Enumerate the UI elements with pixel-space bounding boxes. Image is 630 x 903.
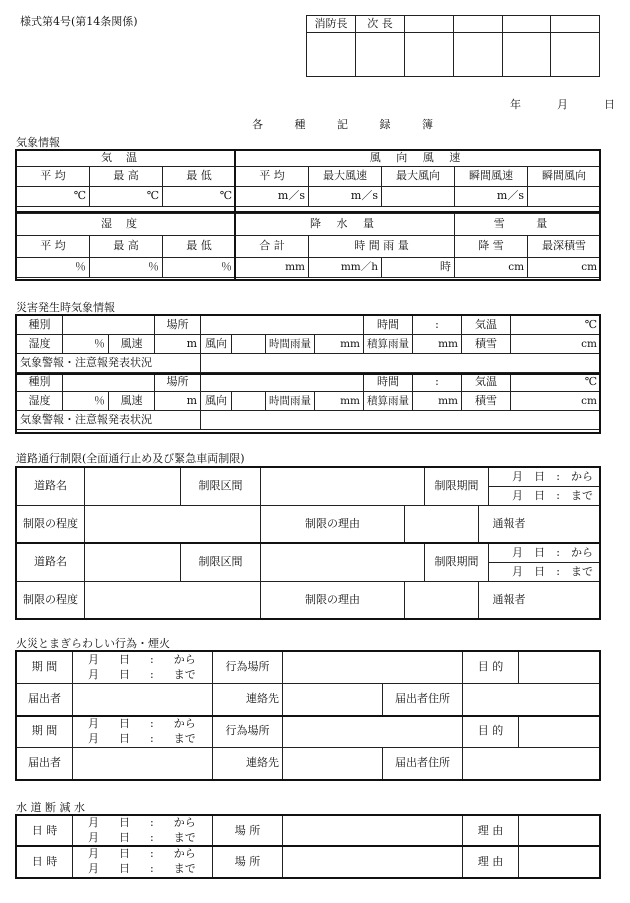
fire-contact-value[interactable] <box>283 684 383 716</box>
month-label: 月 <box>512 488 524 502</box>
wind-inst-speed-label: 瞬間風速 <box>455 167 528 187</box>
disaster-divider <box>15 373 601 375</box>
disaster-wind-dir-label: 風向 <box>201 392 232 411</box>
wind-avg-label: 平 均 <box>236 167 309 187</box>
disaster-hourly-rain-unit[interactable]: mm <box>315 335 364 354</box>
to-label: まで <box>571 564 594 578</box>
rain-hourly-unit[interactable]: mm／h <box>309 258 382 278</box>
disaster-temp-unit[interactable]: ℃ <box>511 373 601 392</box>
section-weather-title: 気象情報 <box>16 136 60 149</box>
disaster-time-label: 時間 <box>364 373 413 392</box>
section-road-title: 道路通行制限(全面通行止め及び緊急車両制限) <box>16 452 245 465</box>
wind-inst-unit[interactable]: m／s <box>455 187 528 207</box>
stamp-box[interactable] <box>405 33 454 77</box>
fire-period-value[interactable] <box>73 652 213 684</box>
road-section-value[interactable] <box>261 544 425 582</box>
approval-blank[interactable] <box>405 16 454 33</box>
colon: : <box>556 564 560 578</box>
to-label: まで <box>571 488 594 502</box>
fire-purpose-value[interactable] <box>519 716 601 748</box>
water-datetime-value[interactable] <box>73 816 213 847</box>
disaster-wind-dir-value[interactable] <box>232 392 266 411</box>
fire-period-value[interactable] <box>73 716 213 748</box>
road-degree-label: 制限の程度 <box>17 582 85 620</box>
month-label: 月 <box>88 831 99 844</box>
fire-purpose-value[interactable] <box>519 652 601 684</box>
road-period-label: 制限期間 <box>425 544 489 582</box>
section-fire-title: 火災とまぎらわしい行為・煙火 <box>16 637 170 650</box>
water-datetime-label: 日 時 <box>17 816 73 847</box>
fire-contact-label: 連絡先 <box>213 748 283 780</box>
disaster-type-value[interactable] <box>63 316 155 335</box>
disaster-hourly-rain-label: 時間雨量 <box>266 392 315 411</box>
water-datetime-label: 日 時 <box>17 847 73 878</box>
disaster-place-value[interactable] <box>201 316 364 335</box>
stamp-box[interactable] <box>307 33 356 77</box>
from-label: から <box>173 716 196 730</box>
approval-stamp-table <box>306 15 600 77</box>
month-label: 月 <box>88 667 99 681</box>
disaster-type-label: 種別 <box>17 316 63 335</box>
month-label: 月 <box>88 847 99 861</box>
temp-min-unit[interactable]: ℃ <box>163 187 236 207</box>
snow-fall-label: 降 雪 <box>455 236 528 258</box>
approval-chief: 消防長 <box>307 16 356 33</box>
disaster-snow-unit[interactable]: cm <box>511 335 601 354</box>
fire-place-label: 行為場所 <box>213 716 283 748</box>
disaster-warning-value[interactable] <box>201 354 601 373</box>
stamp-box[interactable] <box>454 33 503 77</box>
disaster-time-value[interactable]: : <box>413 316 462 335</box>
day-label: 日 <box>119 652 130 666</box>
month-label: 月 <box>88 816 99 830</box>
road-period-to[interactable] <box>489 487 601 506</box>
day-label: 日 <box>534 564 546 578</box>
colon: : <box>150 847 154 861</box>
form-number: 様式第4号(第14条関係) <box>20 15 138 28</box>
road-name-label: 道路名 <box>17 468 85 506</box>
day-label: 日 <box>119 667 130 681</box>
disaster-humid-unit[interactable]: ％ <box>63 335 109 354</box>
disaster-snow-unit[interactable]: cm <box>511 392 601 411</box>
day-label: 日 <box>119 831 130 844</box>
fire-address-value[interactable] <box>463 684 601 716</box>
day-label: 日 <box>534 469 546 483</box>
wind-header: 風 向 風 速 <box>236 151 601 167</box>
wind-inst-dir-label: 瞬間風向 <box>528 167 601 187</box>
disaster-wind-dir-value[interactable] <box>232 335 266 354</box>
month-label: 月 <box>512 564 524 578</box>
water-place-label: 場 所 <box>213 847 283 878</box>
wind-max-dir-value[interactable] <box>382 187 455 207</box>
rain-hour-unit[interactable]: 時 <box>382 258 455 278</box>
approval-blank[interactable] <box>551 16 600 33</box>
day-label: 日 <box>119 716 130 730</box>
fire-contact-label: 連絡先 <box>213 684 283 716</box>
fire-purpose-label: 目 的 <box>463 716 519 748</box>
month-label: 月 <box>88 652 99 666</box>
temp-min-label: 最 低 <box>163 167 236 187</box>
page-title: 各 種 記 録 簿 <box>252 118 447 131</box>
from-label: から <box>173 816 196 830</box>
water-place-value[interactable] <box>283 847 463 878</box>
water-reason-label: 理 由 <box>463 816 519 847</box>
fire-purpose-label: 目 的 <box>463 652 519 684</box>
water-reason-label: 理 由 <box>463 847 519 878</box>
water-reason-value[interactable] <box>519 847 601 878</box>
to-label: まで <box>173 731 196 745</box>
water-divider <box>15 845 601 847</box>
disaster-humid-label: 湿度 <box>17 335 63 354</box>
road-name-value[interactable] <box>85 544 181 582</box>
temp-avg-label: 平 均 <box>17 167 90 187</box>
fire-divider <box>15 715 601 717</box>
road-section-label: 制限区間 <box>181 468 261 506</box>
temp-avg-unit[interactable]: ℃ <box>17 187 90 207</box>
humid-avg-unit[interactable]: ％ <box>17 258 90 278</box>
colon: : <box>150 816 154 830</box>
road-degree-value[interactable] <box>85 582 261 620</box>
weather-divider <box>15 211 601 213</box>
day-label: 日 <box>119 816 130 830</box>
fire-applicant-value[interactable] <box>73 684 213 716</box>
fire-applicant-label: 届出者 <box>17 684 73 716</box>
disaster-type-label: 種別 <box>17 373 63 392</box>
from-label: から <box>571 469 594 483</box>
disaster-total-rain-label: 積算雨量 <box>364 335 413 354</box>
stamp-box[interactable] <box>356 33 405 77</box>
colon: : <box>150 831 154 844</box>
weather-table-2 <box>16 213 601 278</box>
road-divider <box>15 542 601 544</box>
disaster-time-value[interactable]: : <box>413 373 462 392</box>
disaster-humid-label: 湿度 <box>17 392 63 411</box>
snow-header: 雪 量 <box>455 214 601 236</box>
rain-header: 降 水 量 <box>236 214 455 236</box>
disaster-snow-label: 積雪 <box>462 335 511 354</box>
fire-period-label: 期 間 <box>17 716 73 748</box>
road-reporter-cell[interactable] <box>479 506 601 544</box>
section-disaster-title: 災害発生時気象情報 <box>16 301 115 314</box>
disaster-wind-dir-label: 風向 <box>201 335 232 354</box>
weather-divider <box>234 149 236 281</box>
section-water-title: 水 道 断 減 水 <box>16 801 85 814</box>
road-period-to[interactable] <box>489 563 601 582</box>
disaster-snow-label: 積雪 <box>462 392 511 411</box>
disaster-wind-speed-label: 風速 <box>109 392 155 411</box>
fire-applicant-label: 届出者 <box>17 748 73 780</box>
disaster-temp-unit[interactable]: ℃ <box>511 316 601 335</box>
water-reason-value[interactable] <box>519 816 601 847</box>
approval-deputy: 次 長 <box>356 16 405 33</box>
colon: : <box>150 731 154 745</box>
road-reason-label: 制限の理由 <box>261 506 405 544</box>
temp-max-unit[interactable]: ℃ <box>90 187 163 207</box>
day-label: 日 <box>119 731 130 745</box>
fire-contact-value[interactable] <box>283 748 383 780</box>
water-place-value[interactable] <box>283 816 463 847</box>
approval-blank[interactable] <box>503 16 551 33</box>
road-period-from[interactable] <box>489 544 601 563</box>
colon: : <box>556 469 560 483</box>
disaster-warning-label: 気象警報・注意報発表状況 <box>17 411 201 430</box>
disaster-temp-label: 気温 <box>462 316 511 335</box>
date-month: 月 <box>557 98 568 111</box>
colon: : <box>556 545 560 559</box>
month-label: 月 <box>512 469 524 483</box>
disaster-wind-speed-unit[interactable]: m <box>155 335 201 354</box>
water-place-label: 場 所 <box>213 816 283 847</box>
to-label: まで <box>173 667 196 681</box>
humid-min-label: 最 低 <box>163 236 236 258</box>
approval-blank[interactable] <box>454 16 503 33</box>
road-degree-label: 制限の程度 <box>17 506 85 544</box>
snow-depth-label: 最深積雪 <box>528 236 601 258</box>
rain-hourly-label: 時 間 雨 量 <box>309 236 455 258</box>
disaster-place-label: 場所 <box>155 316 201 335</box>
rain-total-unit[interactable]: mm <box>236 258 309 278</box>
road-section-value[interactable] <box>261 468 425 506</box>
road-reason-value[interactable] <box>405 506 479 544</box>
disaster-type-value[interactable] <box>63 373 155 392</box>
to-label: まで <box>173 831 196 844</box>
road-reporter-label: 通報者 <box>492 593 526 607</box>
disaster-place-label: 場所 <box>155 373 201 392</box>
fire-place-value[interactable] <box>283 716 463 748</box>
colon: : <box>150 667 154 681</box>
disaster-place-value[interactable] <box>201 373 364 392</box>
snow-depth-unit[interactable]: cm <box>528 258 601 278</box>
wind-avg-unit[interactable]: m／s <box>236 187 309 207</box>
disaster-warning-value[interactable] <box>201 411 601 430</box>
disaster-hourly-rain-unit[interactable]: mm <box>315 392 364 411</box>
humid-avg-label: 平 均 <box>17 236 90 258</box>
month-label: 月 <box>512 545 524 559</box>
from-label: から <box>173 652 196 666</box>
colon: : <box>150 862 154 875</box>
month-label: 月 <box>88 731 99 745</box>
disaster-humid-unit[interactable]: ％ <box>63 392 109 411</box>
disaster-time-label: 時間 <box>364 316 413 335</box>
month-label: 月 <box>88 862 99 875</box>
disaster-wind-speed-unit[interactable]: m <box>155 392 201 411</box>
from-label: から <box>571 545 594 559</box>
snow-fall-unit[interactable]: cm <box>455 258 528 278</box>
fire-period-label: 期 間 <box>17 652 73 684</box>
disaster-wind-speed-label: 風速 <box>109 335 155 354</box>
road-section-label: 制限区間 <box>181 544 261 582</box>
humid-min-unit[interactable]: ％ <box>163 258 236 278</box>
disaster-total-rain-unit[interactable]: mm <box>413 392 462 411</box>
disaster-temp-label: 気温 <box>462 373 511 392</box>
fire-place-label: 行為場所 <box>213 652 283 684</box>
road-reporter-label: 通報者 <box>492 517 526 531</box>
colon: : <box>150 716 154 730</box>
from-label: から <box>173 847 196 861</box>
colon: : <box>556 488 560 502</box>
date-day: 日 <box>604 98 615 111</box>
wind-max-dir-label: 最大風向 <box>382 167 455 187</box>
road-reason-label: 制限の理由 <box>261 582 405 620</box>
wind-max-speed-label: 最大風速 <box>309 167 382 187</box>
road-period-from[interactable] <box>489 468 601 487</box>
date-year: 年 <box>510 98 521 111</box>
road-reason-value[interactable] <box>405 582 479 620</box>
stamp-box[interactable] <box>503 33 551 77</box>
day-label: 日 <box>119 847 130 861</box>
disaster-warning-label: 気象警報・注意報発表状況 <box>17 354 201 373</box>
fire-address-label: 届出者住所 <box>383 748 463 780</box>
humid-max-unit[interactable]: ％ <box>90 258 163 278</box>
stamp-box[interactable] <box>551 33 600 77</box>
temp-max-label: 最 高 <box>90 167 163 187</box>
wind-inst-dir-value[interactable] <box>528 187 601 207</box>
weather-table-1 <box>16 150 601 207</box>
disaster-total-rain-unit[interactable]: mm <box>413 335 462 354</box>
month-label: 月 <box>88 716 99 730</box>
humid-max-label: 最 高 <box>90 236 163 258</box>
water-datetime-value[interactable] <box>73 847 213 878</box>
fire-applicant-value[interactable] <box>73 748 213 780</box>
road-degree-value[interactable] <box>85 506 261 544</box>
to-label: まで <box>173 862 196 875</box>
disaster-total-rain-label: 積算雨量 <box>364 392 413 411</box>
colon: : <box>150 652 154 666</box>
fire-place-value[interactable] <box>283 652 463 684</box>
day-label: 日 <box>534 545 546 559</box>
fire-address-label: 届出者住所 <box>383 684 463 716</box>
road-name-label: 道路名 <box>17 544 85 582</box>
fire-address-value[interactable] <box>463 748 601 780</box>
temp-header: 気温 <box>17 151 236 167</box>
road-period-label: 制限期間 <box>425 468 489 506</box>
day-label: 日 <box>119 862 130 875</box>
rain-total-label: 合 計 <box>236 236 309 258</box>
day-label: 日 <box>534 488 546 502</box>
wind-max-unit[interactable]: m／s <box>309 187 382 207</box>
road-reporter-cell[interactable] <box>479 582 601 620</box>
road-name-value[interactable] <box>85 468 181 506</box>
humid-header: 湿度 <box>17 214 236 236</box>
disaster-hourly-rain-label: 時間雨量 <box>266 335 315 354</box>
